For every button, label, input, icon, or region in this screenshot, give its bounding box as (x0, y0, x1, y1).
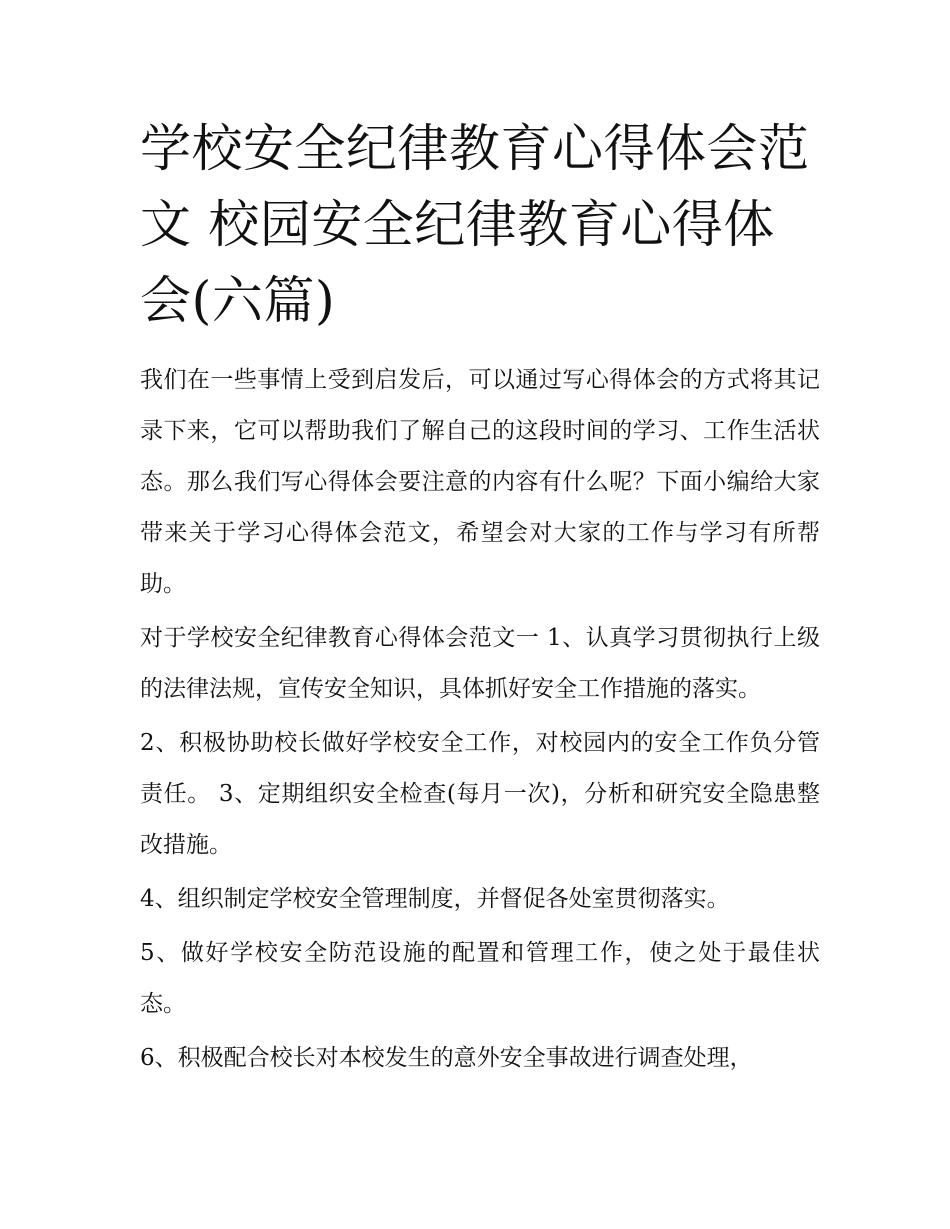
paragraph: 6、积极配合校长对本校发生的意外安全事故进行调查处理， (140, 1045, 753, 1071)
document-title: 学校安全纪律教育心得体会范文 校园安全纪律教育心得体会(六篇) (140, 120, 810, 331)
paragraph: 5、做好学校安全防范设施的配置和管理工作，使之处于最佳状态。 (140, 940, 820, 1017)
paragraph: 对于学校安全纪律教育心得体会范文一 1、认真学习贯彻执行上级的法律法规，宣传安全知识，具体抓好安全工作措施的落实。 (140, 625, 820, 702)
paragraph: 4、组织制定学校安全管理制度，并督促各处室贯彻落实。 (140, 886, 730, 912)
document-body (140, 355, 820, 1087)
paragraph: 2、积极协助校长做好学校安全工作，对校园内的安全工作负分管责任。 3、定期组织安全检查(每月一次)，分析和研究安全隐患整改措施。 (140, 730, 820, 858)
paragraph: 我们在一些事情上受到启发后，可以通过写心得体会的方式将其记录下来，它可以帮助我们了解自己的这段时间的学习、工作生活状态。那么我们写心得体会要注意的内容有什么呢？下面小编给大家带来关于学习心得体会范文，希望会对大家的工作与学习有所帮助。 (140, 367, 820, 597)
